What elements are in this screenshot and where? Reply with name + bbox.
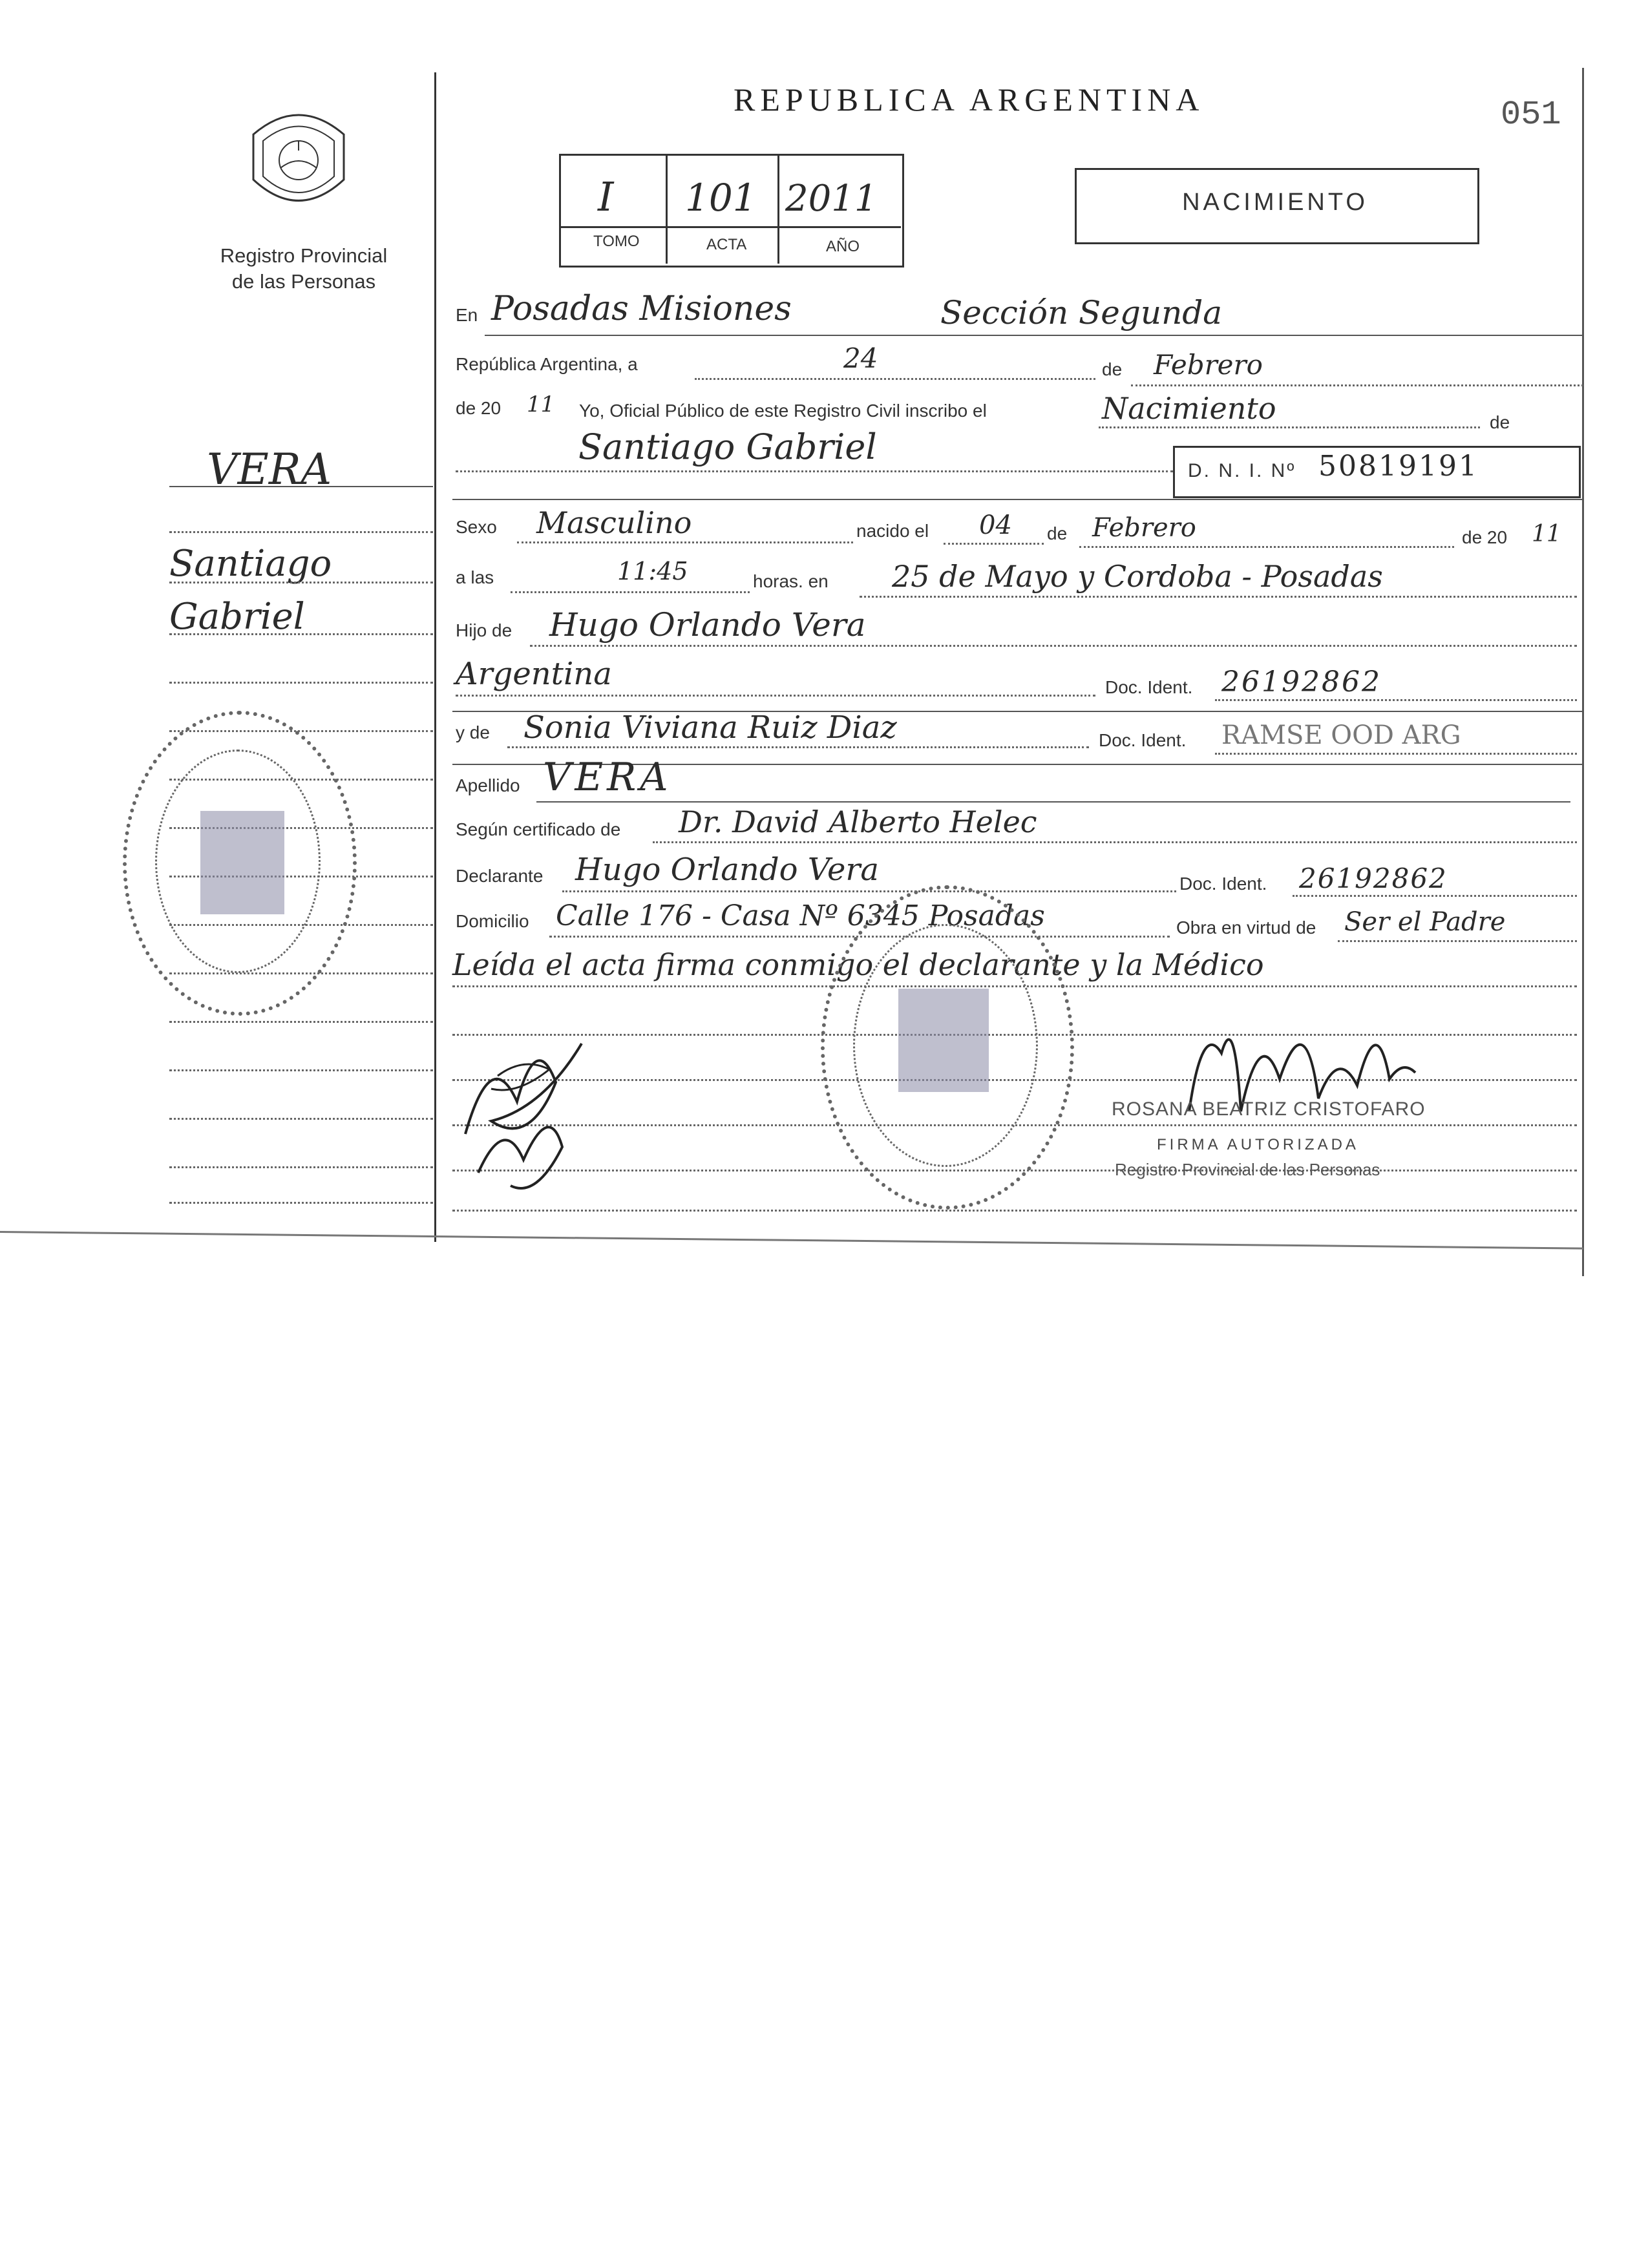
officer-title: FIRMA AUTORIZADA <box>1157 1136 1359 1153</box>
obra-value: Ser el Padre <box>1344 907 1506 937</box>
birth-year-value: 11 <box>1532 521 1561 547</box>
mother-value: Sonia Viviana Ruiz Diaz <box>523 709 897 746</box>
tomo-label: TOMO <box>593 233 640 250</box>
folio-number: 051 <box>1501 96 1561 134</box>
sexo-label: Sexo <box>456 517 497 537</box>
provincial-seal <box>240 96 357 222</box>
inscribo-value: Nacimiento <box>1102 391 1276 426</box>
month-de-label: de <box>1102 359 1123 379</box>
registry-name-line1: Registro Provincial <box>220 244 388 267</box>
declarante-doc-value: 26192862 <box>1299 863 1448 894</box>
obra-label: Obra en virtud de <box>1176 918 1316 938</box>
registry-name-line2: de las Personas <box>231 270 376 293</box>
hijo-label: Hijo de <box>456 620 512 640</box>
father-nationality-value: Argentina <box>456 656 612 692</box>
dni-value: 50819191 <box>1318 450 1479 483</box>
sexo-value: Masculino <box>536 505 692 540</box>
tomo-value: I <box>598 173 614 220</box>
mother-doc-label: Doc. Ident. <box>1099 730 1187 750</box>
republica-label: República Argentina, a <box>456 354 638 374</box>
sheet-bottom-edge <box>0 1231 1583 1250</box>
country-title: REPUBLICA ARGENTINA <box>734 81 1205 118</box>
de2-label: de <box>1490 412 1510 432</box>
apellido-value: VERA <box>543 755 672 800</box>
declarant-signature <box>452 1005 601 1205</box>
en-label: En <box>456 305 478 325</box>
place-value: 25 de Mayo y Cordoba - Posadas <box>892 559 1383 594</box>
officer-registry: Registro Provincial de las Personas <box>1115 1160 1380 1179</box>
oficial-text: Yo, Oficial Público de este Registro Civil inscribo el <box>579 401 987 421</box>
acta-label: ACTA <box>706 236 747 253</box>
mother-doc-value: RAMSE OOD ARG <box>1221 720 1461 750</box>
year-prefix: de 20 <box>456 398 502 418</box>
acta-value: 101 <box>685 176 757 220</box>
birth-day-value: 04 <box>979 510 1012 540</box>
father-doc-label: Doc. Ident. <box>1105 677 1193 697</box>
year-value: 11 <box>527 392 555 417</box>
cert-label: Según certificado de <box>456 819 621 839</box>
nacido-label: nacido el <box>856 521 929 541</box>
margin-surname: VERA <box>207 445 332 494</box>
ano-value: 2011 <box>785 178 878 220</box>
declarante-value: Hugo Orlando Vera <box>575 852 879 888</box>
time-value: 11:45 <box>617 557 688 585</box>
day-value: 24 <box>843 342 878 374</box>
officer-name: ROSANA BEATRIZ CRISTOFARO <box>1112 1098 1426 1120</box>
father-doc-value: 26192862 <box>1221 666 1382 698</box>
leida-value: Leída el acta firma conmigo el declarante y la Médico <box>452 947 1264 982</box>
form-divider <box>434 72 436 1242</box>
alas-label: a las <box>456 567 494 587</box>
month-value: Febrero <box>1154 349 1263 381</box>
margin-name2: Gabriel <box>169 596 305 638</box>
domicilio-value: Calle 176 - Casa Nº 6345 Posadas <box>556 899 1045 932</box>
dni-label: D. N. I. Nº <box>1188 460 1296 481</box>
birth-month-value: Febrero <box>1092 513 1196 543</box>
doc-type-label: NACIMIENTO <box>1182 189 1368 216</box>
birth-year-prefix: de 20 <box>1462 527 1508 547</box>
horas-label: horas. en <box>753 571 829 591</box>
margin-name1: Santiago <box>169 543 332 585</box>
child-name-value: Santiago Gabriel <box>578 426 877 467</box>
declarante-label: Declarante <box>456 866 544 886</box>
domicilio-label: Domicilio <box>456 911 529 931</box>
apellido-label: Apellido <box>456 775 520 795</box>
declarante-doc-label: Doc. Ident. <box>1179 874 1267 894</box>
cert-value: Dr. David Alberto Helec <box>679 804 1037 839</box>
ano-label: AÑO <box>826 238 860 255</box>
yde-label: y de <box>456 722 490 742</box>
sheet-right-edge <box>1582 68 1584 1276</box>
seccion-value: Sección Segunda <box>940 294 1223 331</box>
father-value: Hugo Orlando Vera <box>549 606 866 644</box>
birth-de-label: de <box>1047 523 1068 543</box>
en-value: Posadas Misiones <box>491 289 792 328</box>
